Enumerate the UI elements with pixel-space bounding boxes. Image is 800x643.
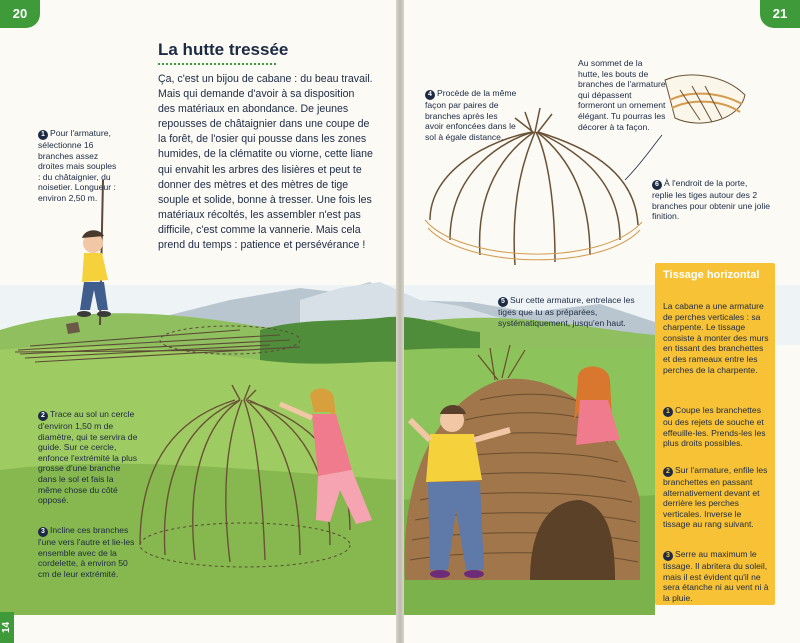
sidebar-item-3-text: Serre au maximum le tissage. Il abritera du soleil, mais il est évident qu'il ne sera étanche ni au vent ni à la pluie.: [663, 549, 769, 603]
sidebar-item-1-text: Coupe les branchettes ou des rejets de souche et effeuille-les. Prends-les les plus droits possibles.: [663, 405, 766, 449]
step-6-number: 6: [652, 180, 662, 190]
sidebar-item-2-number: 2: [663, 467, 673, 477]
page-number-bottom: 14: [0, 612, 14, 643]
sidebar-item: [663, 549, 769, 603]
step-3-text: Incline ces branches l'une vers l'autre et lie-les ensemble avec de la cordelette, à environ 50 cm de leur extrémité.: [38, 525, 135, 579]
step-5-text: Sur cette armature, entrelace les tiges que tu as préparées, systématiquement, jusqu'en haut.: [498, 295, 635, 328]
sidebar-title: Tissage horizontal: [663, 269, 760, 281]
article-title: La hutte tressée: [158, 40, 289, 59]
sidebar-item-1-number: 1: [663, 407, 673, 417]
step-2-number: 2: [38, 411, 48, 421]
step-5-number: 5: [498, 297, 508, 307]
sidebar-item: [663, 405, 769, 449]
step-2-text: Trace au sol un cercle d'environ 1,50 m de diamètre, qui te servira de guide. Sur ce cercle, enfonce l'extrémité la plus grosse d'une branche dans le sol et fais la même chose du côté opposé.: [38, 409, 138, 506]
book-gutter: [396, 0, 404, 643]
sidebar-item-2-text: Sur l'armature, enfile les branchettes en passant alternativement devant et derrière les perches verticales. Inverse le tissage au rang suivant.: [663, 465, 768, 530]
sidebar-intro: La cabane a une armature de perches verticales : sa charpente. Le tissage consiste à monter des murs en tissant des branchettes et des rameaux entre les perches de la charpente.: [663, 301, 769, 375]
step-1-text: Pour l'armature, sélectionne 16 branches assez droites mais souples : du châtaignier, du noisetier. Longueur : environ 2,50 m.: [38, 128, 117, 203]
sidebar-item: [663, 465, 769, 530]
step-3-number: 3: [38, 527, 48, 537]
title-divider: [158, 63, 276, 65]
top-ornament-text: Au sommet de la hutte, les bouts de branches de l'armature qui dépassent formeront un ornement élégant. Tu pourras les décorer à ta façon.: [578, 58, 666, 132]
step-6-text: À l'endroit de la porte, replie les tiges autour des 2 branches pour obtenir une jolie finition.: [652, 178, 771, 222]
top-ornament-note: [578, 58, 666, 132]
step-6-note: [652, 178, 770, 222]
step-1-number: 1: [38, 130, 48, 140]
step-3-note: [38, 525, 138, 579]
step-4-note: [425, 88, 517, 142]
step-4-text: Procède de la même façon par paires de branches après les avoir enfoncées dans le sol à égale distance.: [425, 88, 517, 142]
article-intro: Ça, c'est un bijou de cabane : du beau travail. Mais qui demande d'avoir à sa disposition des matériaux en abondance. De jeunes repousses de châtaignier dans une coupe de la forêt, de l'osier qui pousse dans les zones humides, de la clématite ou viorne, cette liane qui envahit les arbres des lisières et peut te donner des mètres et des mètres de tige souple et solide, bonne à tresser. Une fois les matériaux récoltés, les assembler n'est pas difficile, c'est comme la vannerie. Mais cela prend du temps : patience et persévérance !: [158, 73, 373, 252]
sidebar-item-3-number: 3: [663, 551, 673, 561]
leader-line: [625, 135, 662, 180]
weaving-sidebar: [655, 263, 775, 605]
step-1-note: [38, 128, 120, 204]
step-2-note: [38, 409, 138, 506]
hut-base-ring: [425, 220, 642, 260]
detail-inset-knot: [665, 75, 745, 123]
page-number-right: 21: [760, 0, 800, 28]
step-5-note: [498, 295, 638, 328]
page-number-left: 20: [0, 0, 40, 28]
step-4-number: 4: [425, 90, 435, 100]
